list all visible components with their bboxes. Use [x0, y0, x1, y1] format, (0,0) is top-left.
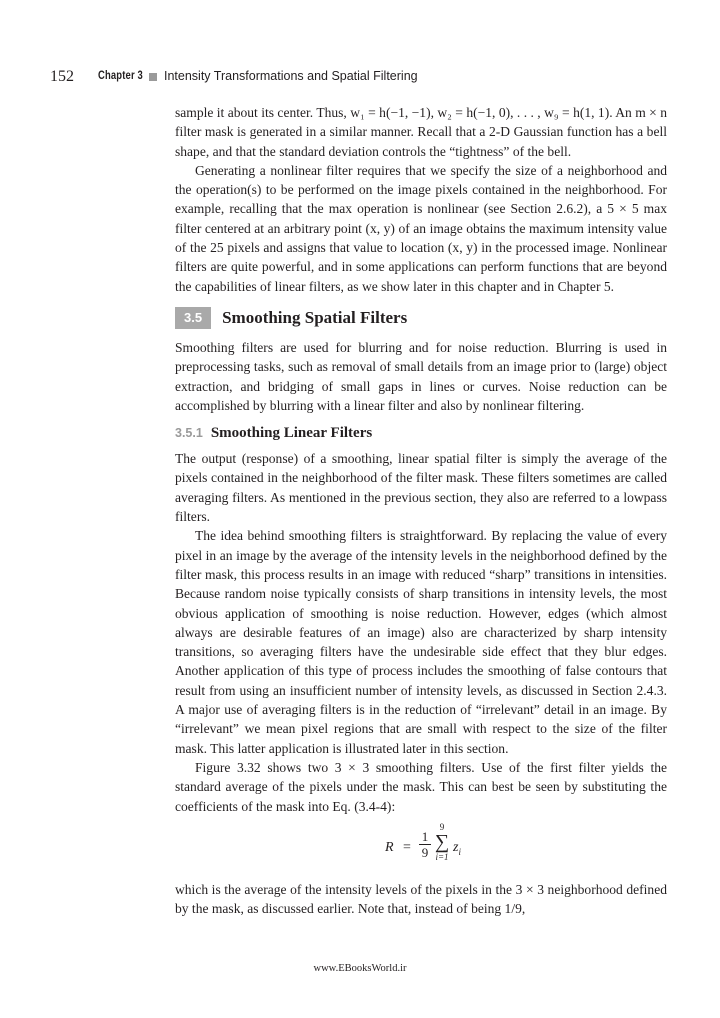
term-subscript: i: [458, 846, 461, 857]
sum-symbol: ∑: [434, 830, 450, 853]
equation-denominator: 9: [421, 844, 429, 860]
subsection-heading: [175, 424, 667, 446]
paragraph-section-intro: Smoothing filters are used for blurring and for noise reduction. Blurring is used in preprocessing tasks, such as removal of small details from an image prior to (large) object extraction, and bridging of small gaps in lines or curves. Noise reduction can be accomplished by blurring with a linear filter and also by nonlinear filtering.: [175, 339, 667, 413]
subsection-title: Smoothing Linear Filters: [210, 425, 373, 442]
equation-lhs: R: [385, 839, 394, 855]
paragraph-figure-ref: Figure 3.32 shows two 3 × 3 smoothing filters. Use of the first filter yields the standard average of the pixels under the mask. This can best be seen by substituting the coefficients of the mask into Eq. (3.4-4):: [175, 759, 667, 814]
section-heading: [175, 307, 667, 329]
equation-term: [453, 838, 461, 862]
equation-equals: =: [403, 839, 411, 855]
chapter-title: Intensity Transformations and Spatial Filtering: [164, 69, 418, 83]
term-variable: z: [453, 839, 459, 855]
equation-summation: [433, 822, 451, 862]
section-number: 3.5: [175, 307, 211, 329]
footer-url: www.EBooksWorld.ir: [313, 963, 407, 974]
chapter-label: Chapter 3: [98, 70, 143, 82]
section-title: Smoothing Spatial Filters: [222, 308, 408, 328]
sum-upper-limit: 9: [439, 821, 445, 832]
page-body: [175, 103, 667, 918]
paragraph-smoothing-idea: The idea behind smoothing filters is straightforward. By replacing the value of every pixel in an image by the average of the intensity levels in the neighborhood defined by the filter mask, this process results in an image with reduced “sharp” transitions in intensities. Because random noise typically consists of sharp transitions in intensity levels, the most obvious application of smoothing is noise reduction. However, edges (which almost always are desirable features of an image) also are characterized by sharp intensity transitions, so averaging filters have the undesirable side effect that they blur edges. Another application of this type of process includes the smoothing of false contours that result from using an insufficient number of intensity levels, as discussed in Section 2.4.3. A major use of averaging filters is in the reduction of “irrelevant” detail in an image. By “irrelevant” we mean pixel regions that are small with respect to the size of the filter mask. This latter application is illustrated later in this section.: [175, 528, 667, 756]
subsection-number: 3.5.1: [175, 426, 203, 441]
paragraph-nonlinear-filters: Generating a nonlinear filter requires that we specify the size of a neighborhood and the operation(s) to be performed on the image pixels contained in the neighborhood. For example, recalling that the max operation is nonlinear (see Section 2.6.2), a 5 × 5 max filter centered at an arbitrary point (x, y) of an image obtains the maximum intensity value of the 25 pixels and assigns that value to location (x, y) in the processed image. Nonlinear filters are quite powerful, and in some applications can perform functions that are beyond the capabilities of linear filters, as we show later in this chapter and in Chapter 5.: [175, 162, 667, 294]
equation-numerator: 1: [419, 829, 431, 845]
paragraph-continuation: sample it about its center. Thus, w₁ = h(−1, −1), w₂ = h(−1, 0), . . . , w₉ = h(1, 1). An m × n filter mask is generated in a similar manner. Recall that a 2-D Gaussian function has a bell shape, and that the standard deviation controls the “tightness” of the bell.: [175, 105, 667, 159]
paragraph-linear-output: The output (response) of a smoothing, linear spatial filter is simply the average of the pixels contained in the neighborhood of the filter mask. These filters sometimes are called averaging filters. As mentioned in the previous section, they also are referred to a lowpass filters.: [175, 451, 667, 525]
page-number: 152: [50, 68, 74, 85]
running-header: [32, 68, 680, 88]
paragraph-after-equation: which is the average of the intensity levels of the pixels in the 3 × 3 neighborhood defined by the mask, as discussed earlier. Note that, instead of being 1/9,: [175, 881, 667, 917]
equation-fraction: [419, 829, 431, 860]
sum-lower-limit: i=1: [435, 851, 449, 862]
square-icon: [149, 73, 157, 81]
equation-average: [175, 820, 667, 874]
